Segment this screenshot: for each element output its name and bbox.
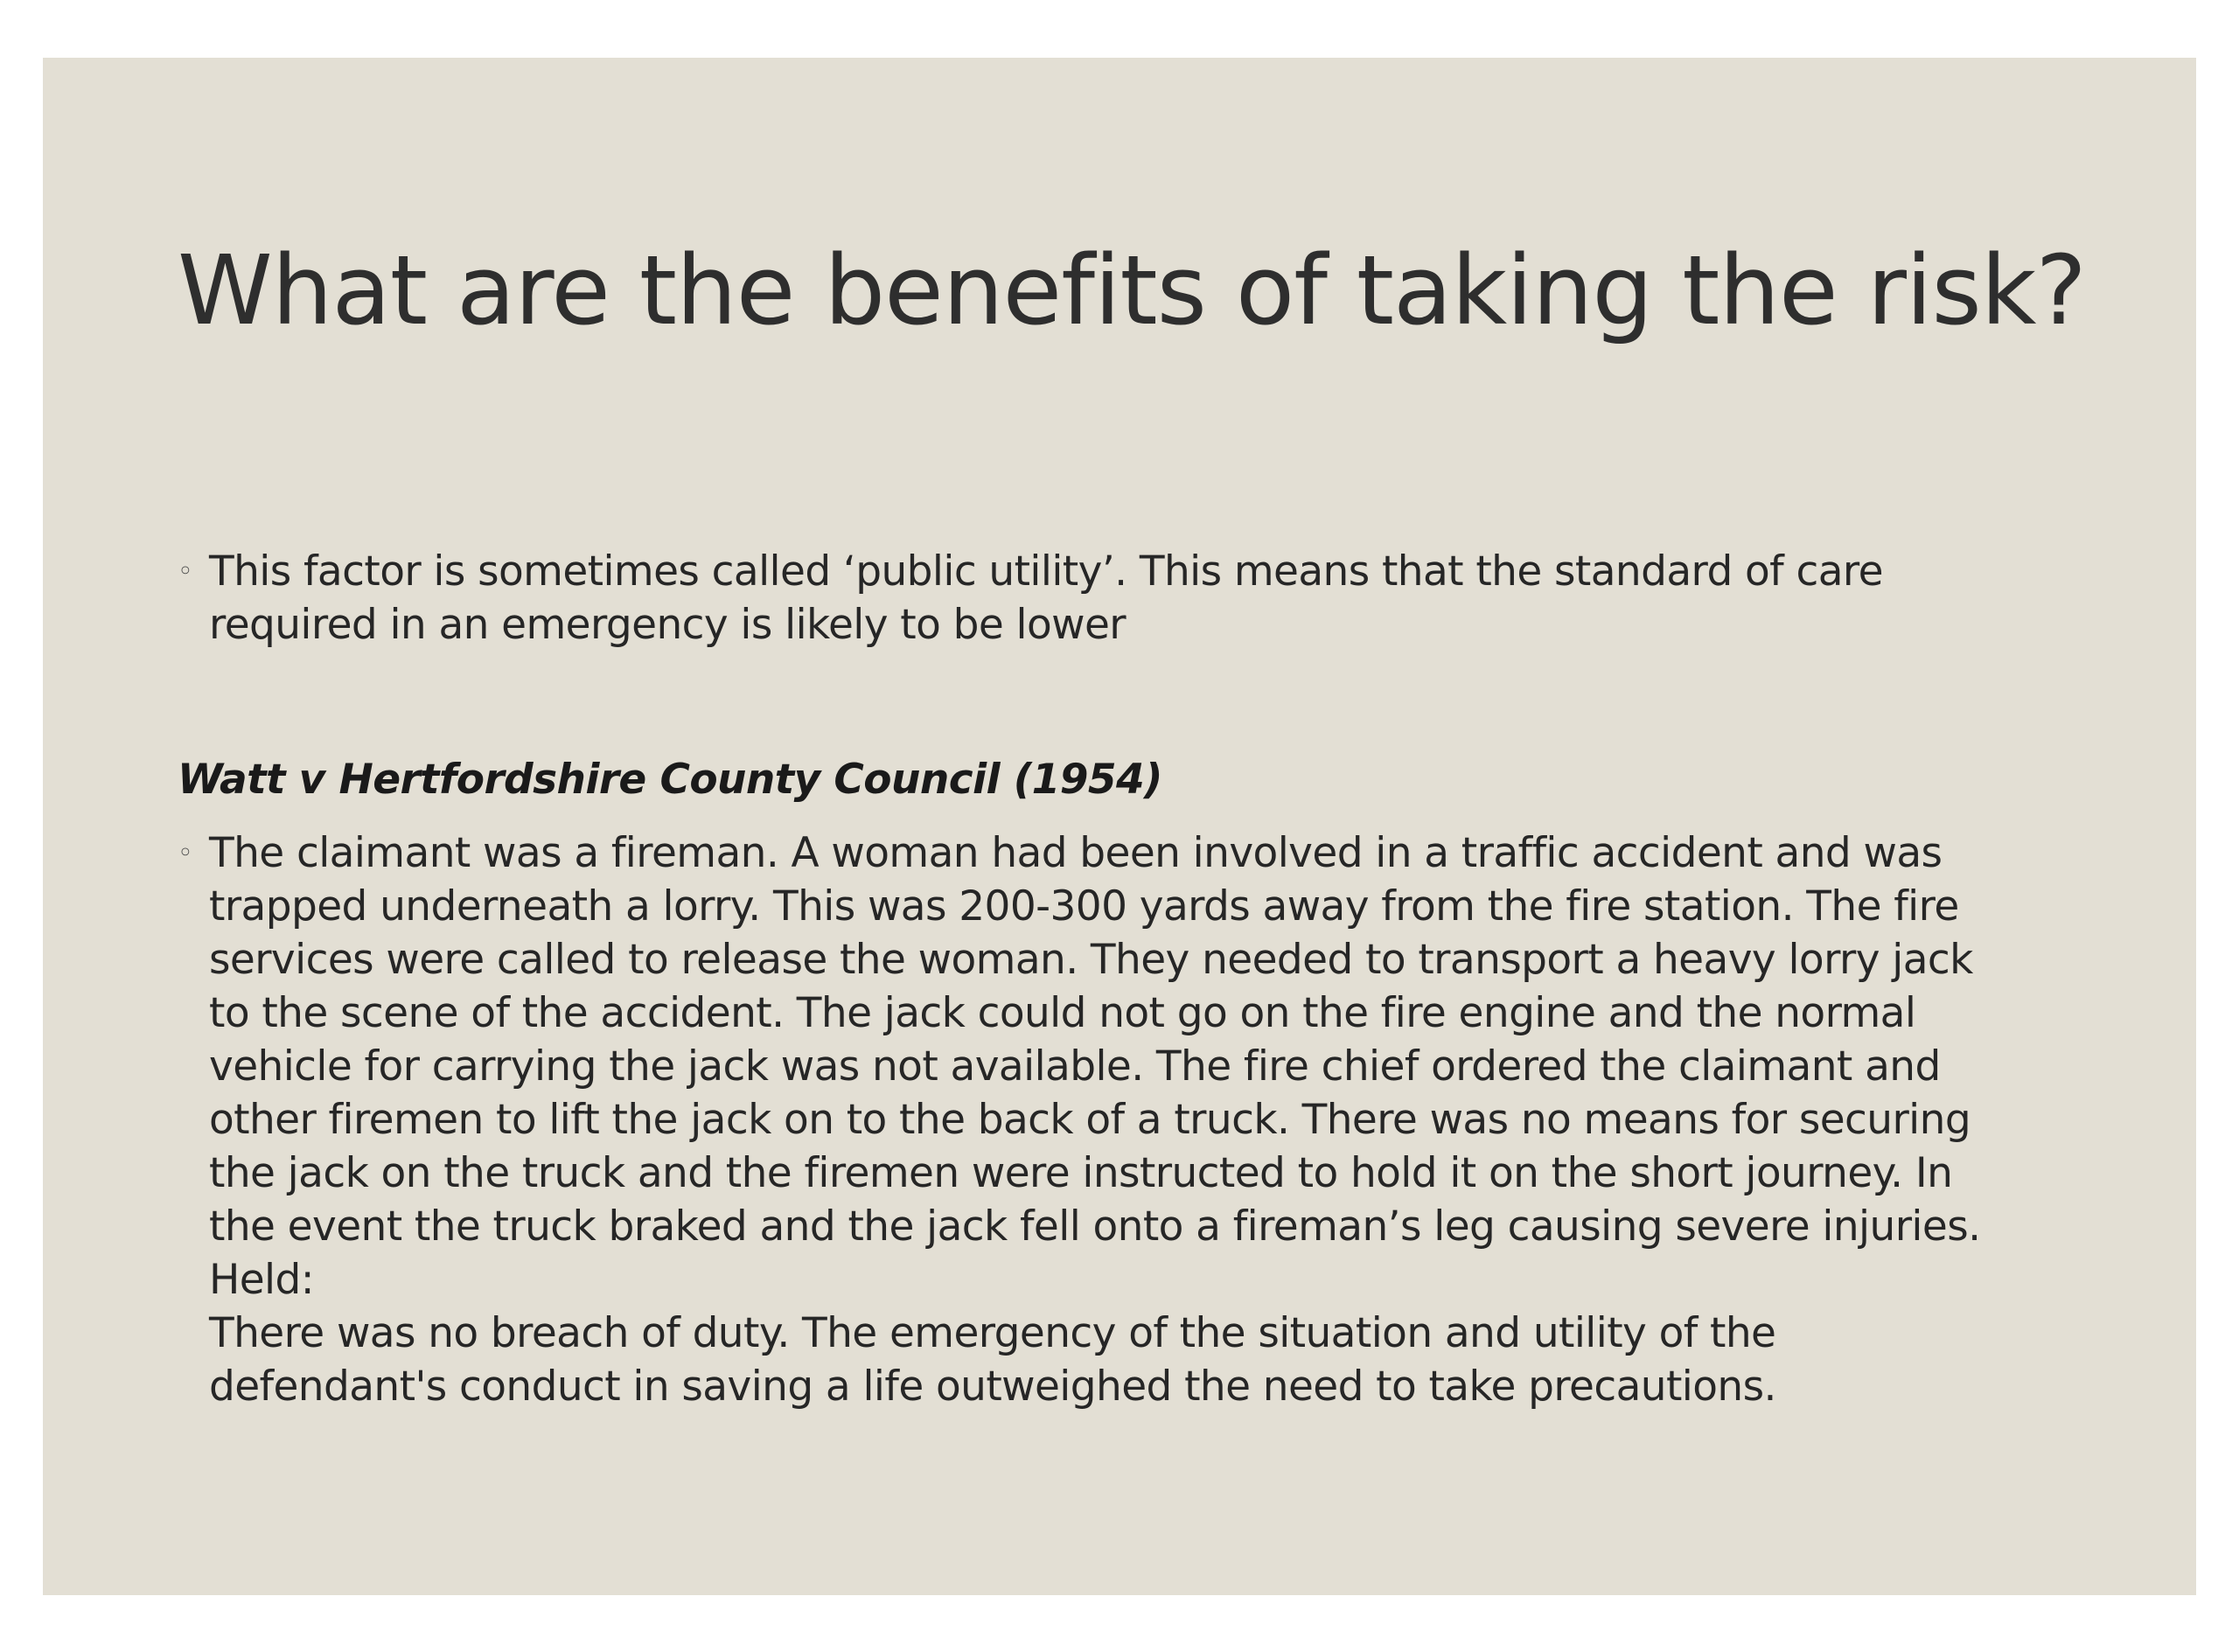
slide [43,58,2196,1595]
case-heading: Watt v Hertfordshire County Council (1954) [178,756,1162,804]
case-facts-text: The claimant was a fireman. A woman had been involved in a traffic accident and was trapped underneath a lorry. This was 200-300 yards away from the fire station. The fire services were called to release the woman. They needed to transport a heavy lorry jack to the scene of the accident. The jack could not go on the fire engine and the normal vehicle for carrying the jack was not available. The fire chief ordered the claimant and other firemen to lift the jack on to the back of a truck. There was no means for securing the jack on the truck and the firemen were instructed to hold it on the short journey. In the event the truck braked and the jack fell onto a fireman’s leg causing severe injuries. Held: There was no breach of duty. The emergency of the situation and utility of the defendant's conduct in saving a life outweighed the need to take precautions. [209,829,1981,1411]
slide-title: What are the benefits of taking the risk? [178,234,2086,346]
bullet-item-public-utility [178,545,2145,659]
bullet-marker-icon: ◦ [178,838,193,868]
bullet-item-case-facts [178,826,2163,1411]
bullet-text: This factor is sometimes called ‘public utility’. This means that the standard of care required in an emergency is likely to be lower [209,547,1883,649]
bullet-marker-icon: ◦ [178,556,193,587]
